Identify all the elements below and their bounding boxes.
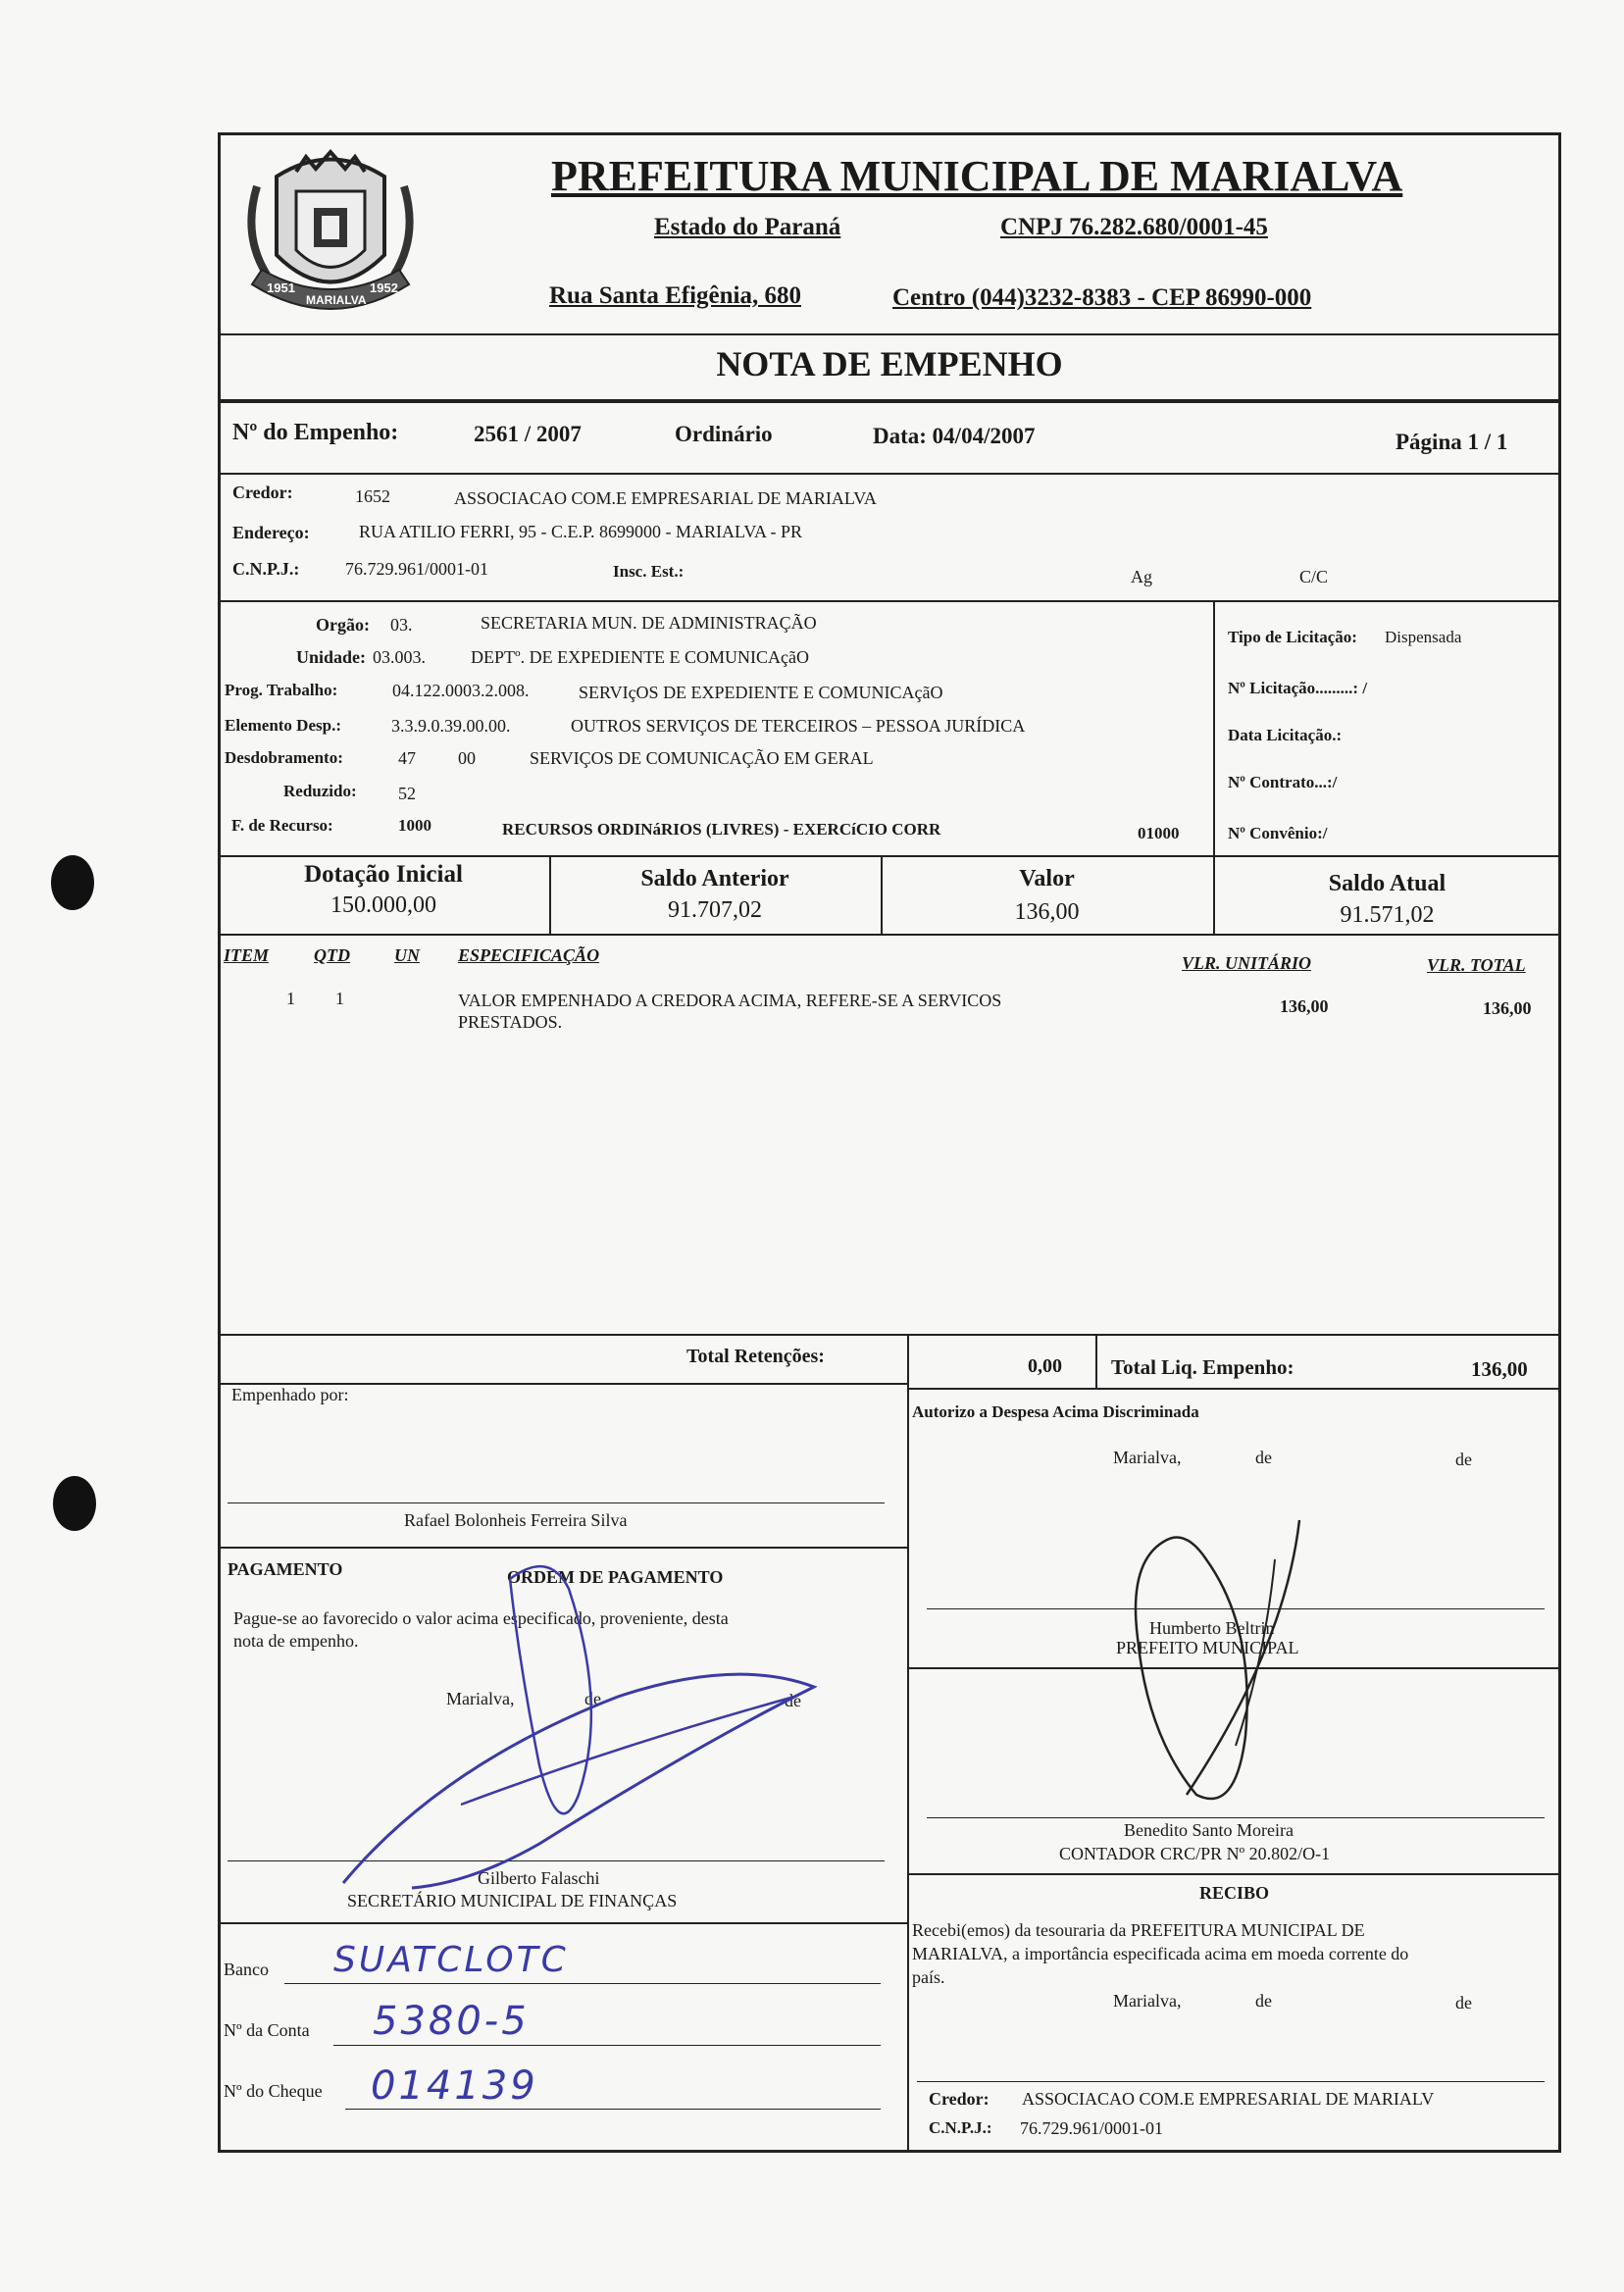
recibo-credor-label: Credor: bbox=[929, 2089, 990, 2109]
licitacao-numero: Nº Licitação.........: / bbox=[1228, 679, 1368, 697]
un-column-header: UN bbox=[394, 945, 420, 965]
credor-name: ASSOCIACAO COM.E EMPRESARIAL DE MARIALVA bbox=[454, 488, 877, 508]
recurso-ref: 01000 bbox=[1138, 824, 1180, 842]
saldo-atual-label: Saldo Atual bbox=[1328, 871, 1446, 896]
crest-year-right: 1952 bbox=[370, 280, 398, 295]
recibo-text-line3: país. bbox=[912, 1967, 945, 1987]
pagamento-text-line2: nota de empenho. bbox=[233, 1631, 359, 1651]
cc-label: C/C bbox=[1299, 567, 1329, 586]
retencoes-value: 0,00 bbox=[1028, 1355, 1062, 1377]
ag-label: Ag bbox=[1131, 567, 1152, 586]
orgao-name: SECRETARIA MUN. DE ADMINISTRAÇÃO bbox=[481, 613, 817, 633]
conta-line bbox=[333, 2045, 881, 2046]
mayor-name: Humberto Beltrin bbox=[1149, 1618, 1275, 1638]
recibo-de-2: de bbox=[1455, 1993, 1472, 2012]
prog-trabalho-label: Prog. Trabalho: bbox=[225, 681, 338, 699]
empenhado-label: Empenhado por: bbox=[231, 1385, 349, 1404]
contrato-numero: Nº Contrato...:/ bbox=[1228, 773, 1338, 791]
item-total-value: 136,00 bbox=[1483, 998, 1532, 1018]
accountant-title: CONTADOR CRC/PR Nº 20.802/O-1 bbox=[1059, 1844, 1331, 1863]
valor-label: Valor bbox=[1019, 866, 1075, 891]
pagamento-text-line1: Pague-se ao favorecido o valor acima especificado, proveniente, desta bbox=[233, 1608, 729, 1628]
divider bbox=[218, 399, 1561, 403]
municipal-crest-logo bbox=[237, 137, 424, 333]
header-street: Rua Santa Efigênia, 680 bbox=[549, 282, 801, 309]
punch-hole-bottom bbox=[53, 1476, 96, 1531]
empenhado-name: Rafael Bolonheis Ferreira Silva bbox=[404, 1510, 628, 1530]
divider bbox=[218, 855, 1561, 857]
header-cnpj: CNPJ 76.282.680/0001-45 bbox=[1000, 214, 1268, 240]
unidade-label: Unidade: bbox=[296, 647, 367, 667]
signature-line bbox=[917, 2081, 1545, 2082]
conta-label: Nº da Conta bbox=[224, 2020, 310, 2040]
qtd-column-header: QTD bbox=[314, 945, 350, 965]
pagamento-city: Marialva, bbox=[446, 1689, 515, 1708]
autorizo-title: Autorizo a Despesa Acima Discriminada bbox=[912, 1402, 1199, 1421]
crest-name: MARIALVA bbox=[306, 293, 367, 307]
saldo-atual-value: 91.571,02 bbox=[1340, 902, 1435, 928]
mayor-signature-scribble bbox=[1089, 1501, 1344, 1824]
recibo-text-line1: Recebi(emos) da tesouraria da PREFEITURA MUNICIPAL DE bbox=[912, 1920, 1365, 1940]
orgao-label: Orgão: bbox=[316, 615, 370, 635]
licitacao-tipo-label: Tipo de Licitação: bbox=[1228, 628, 1357, 646]
recibo-credor-name: ASSOCIACAO COM.E EMPRESARIAL DE MARIALV bbox=[1022, 2089, 1435, 2109]
divider bbox=[1213, 600, 1215, 855]
conta-handwritten: 5380-5 bbox=[373, 1999, 530, 2044]
credor-cnpj: 76.729.961/0001-01 bbox=[345, 559, 488, 579]
crest-year-left: 1951 bbox=[267, 280, 295, 295]
desdobramento-name: SERVIÇOS DE COMUNICAÇÃO EM GERAL bbox=[530, 748, 874, 768]
divider bbox=[1095, 1334, 1097, 1388]
signature-line bbox=[927, 1608, 1545, 1609]
credor-address: RUA ATILIO FERRI, 95 - C.E.P. 8699000 - MARIALVA - PR bbox=[359, 522, 803, 541]
divider bbox=[218, 600, 1561, 602]
item-unit-value: 136,00 bbox=[1280, 996, 1329, 1016]
divider bbox=[907, 1873, 1561, 1875]
recibo-text-line2: MARIALVA, a importância especificada acima em moeda corrente do bbox=[912, 1944, 1409, 1963]
state-name: Estado do Paraná bbox=[654, 214, 841, 240]
desdobramento-label: Desdobramento: bbox=[225, 748, 343, 767]
orgao-code: 03. bbox=[390, 615, 413, 635]
prog-trabalho-name: SERVIçOS DE EXPEDIENTE E COMUNICAçãO bbox=[579, 683, 943, 702]
empenho-label: Nº do Empenho: bbox=[232, 420, 399, 445]
elemento-desp-label: Elemento Desp.: bbox=[225, 716, 341, 735]
reduzido-value: 52 bbox=[398, 784, 416, 803]
unidade-code: 03.003. bbox=[373, 647, 426, 667]
item-column-header: ITEM bbox=[224, 945, 270, 965]
dotacao-inicial-value: 150.000,00 bbox=[330, 892, 436, 918]
header-address: Centro (044)3232-8383 - CEP 86990-000 bbox=[892, 284, 1312, 311]
empenho-type: Ordinário bbox=[675, 422, 773, 446]
unit-value-column-header: VLR. UNITÁRIO bbox=[1182, 953, 1312, 973]
elemento-desp-name: OUTROS SERVIÇOS DE TERCEIROS – PESSOA JURÍDICA bbox=[571, 716, 1026, 736]
autorizo-de-2: de bbox=[1455, 1450, 1472, 1469]
endereco-label: Endereço: bbox=[232, 523, 310, 542]
recibo-de-1: de bbox=[1255, 1991, 1272, 2011]
valor-value: 136,00 bbox=[1014, 899, 1080, 925]
credor-label: Credor: bbox=[232, 483, 293, 502]
banco-handwritten: SUATCLOTC bbox=[333, 1940, 569, 1980]
pagamento-label: PAGAMENTO bbox=[228, 1559, 343, 1579]
recurso-code: 1000 bbox=[398, 816, 431, 835]
saldo-anterior-value: 91.707,02 bbox=[668, 897, 762, 923]
credor-code: 1652 bbox=[355, 486, 390, 506]
item-spec-line2: PRESTADOS. bbox=[458, 1012, 563, 1032]
banco-label: Banco bbox=[224, 1960, 269, 1979]
divider bbox=[218, 333, 1561, 335]
recurso-name: RECURSOS ORDINáRIOS (LIVRES) - EXERCíCIO CORR bbox=[502, 820, 941, 839]
item-qtd: 1 bbox=[335, 989, 344, 1008]
spec-column-header: ESPECIFICAÇÃO bbox=[458, 945, 600, 965]
elemento-desp-code: 3.3.9.0.39.00.00. bbox=[391, 716, 511, 736]
cnpj-label: C.N.P.J.: bbox=[232, 559, 300, 579]
divider bbox=[907, 1388, 1561, 1390]
recurso-label: F. de Recurso: bbox=[231, 816, 333, 835]
recibo-cnpj: 76.729.961/0001-01 bbox=[1020, 2118, 1163, 2138]
divider bbox=[218, 1547, 907, 1549]
unidade-name: DEPTº. DE EXPEDIENTE E COMUNICAçãO bbox=[471, 647, 810, 667]
licitacao-tipo: Dispensada bbox=[1385, 628, 1462, 646]
liquido-label: Total Liq. Empenho: bbox=[1111, 1355, 1294, 1379]
cheque-label: Nº do Cheque bbox=[224, 2081, 323, 2101]
liquido-value: 136,00 bbox=[1471, 1357, 1528, 1381]
insc-est-label: Insc. Est.: bbox=[613, 562, 685, 581]
cheque-handwritten: 014139 bbox=[371, 2063, 538, 2109]
prefeitura-title: PREFEITURA MUNICIPAL DE MARIALVA bbox=[551, 152, 1403, 200]
divider bbox=[218, 1334, 1561, 1336]
item-number: 1 bbox=[286, 989, 295, 1008]
autorizo-city: Marialva, bbox=[1113, 1448, 1182, 1467]
item-spec-line1: VALOR EMPENHADO A CREDORA ACIMA, REFERE-SE A SERVICOS bbox=[458, 991, 1002, 1010]
ordem-pagamento-title: ORDEM DE PAGAMENTO bbox=[507, 1567, 724, 1587]
doc-title: NOTA DE EMPENHO bbox=[716, 344, 1063, 383]
accountant-name: Benedito Santo Moreira bbox=[1124, 1820, 1294, 1840]
finance-signature-scribble bbox=[324, 1550, 834, 1922]
pagamento-de-1: de bbox=[584, 1689, 601, 1708]
divider bbox=[907, 1334, 909, 2153]
convenio-numero: Nº Convênio:/ bbox=[1228, 824, 1328, 842]
divider bbox=[907, 1667, 1561, 1669]
reduzido-label: Reduzido: bbox=[283, 782, 357, 800]
desdobramento-a: 47 bbox=[398, 748, 416, 768]
empenho-number: 2561 / 2007 bbox=[474, 422, 582, 446]
divider bbox=[218, 934, 1561, 936]
banco-line bbox=[284, 1983, 881, 1984]
recibo-city: Marialva, bbox=[1113, 1991, 1182, 2011]
dotacao-inicial-label: Dotação Inicial bbox=[304, 861, 463, 888]
desdobramento-b: 00 bbox=[458, 748, 476, 768]
page-indicator: Página 1 / 1 bbox=[1396, 430, 1508, 454]
saldo-anterior-label: Saldo Anterior bbox=[640, 866, 789, 891]
recibo-cnpj-label: C.N.P.J.: bbox=[929, 2118, 992, 2137]
finance-signer-name: Gilberto Falaschi bbox=[478, 1868, 600, 1888]
mayor-title: PREFEITO MUNICIPAL bbox=[1116, 1638, 1299, 1657]
empenho-date: Data: 04/04/2007 bbox=[873, 424, 1036, 448]
cheque-line bbox=[345, 2109, 881, 2110]
retencoes-label: Total Retenções: bbox=[686, 1346, 825, 1367]
divider bbox=[218, 1922, 907, 1924]
pagamento-de-2: de bbox=[785, 1691, 801, 1710]
finance-signer-title: SECRETÁRIO MUNICIPAL DE FINANÇAS bbox=[347, 1891, 678, 1910]
signature-line bbox=[927, 1817, 1545, 1818]
punch-hole-top bbox=[51, 855, 94, 910]
recibo-title: RECIBO bbox=[1198, 1883, 1269, 1903]
total-value-column-header: VLR. TOTAL bbox=[1427, 955, 1526, 975]
autorizo-de-1: de bbox=[1255, 1448, 1272, 1467]
licitacao-data: Data Licitação.: bbox=[1228, 726, 1343, 744]
divider bbox=[218, 473, 1561, 475]
prog-trabalho-code: 04.122.0003.2.008. bbox=[392, 681, 530, 700]
